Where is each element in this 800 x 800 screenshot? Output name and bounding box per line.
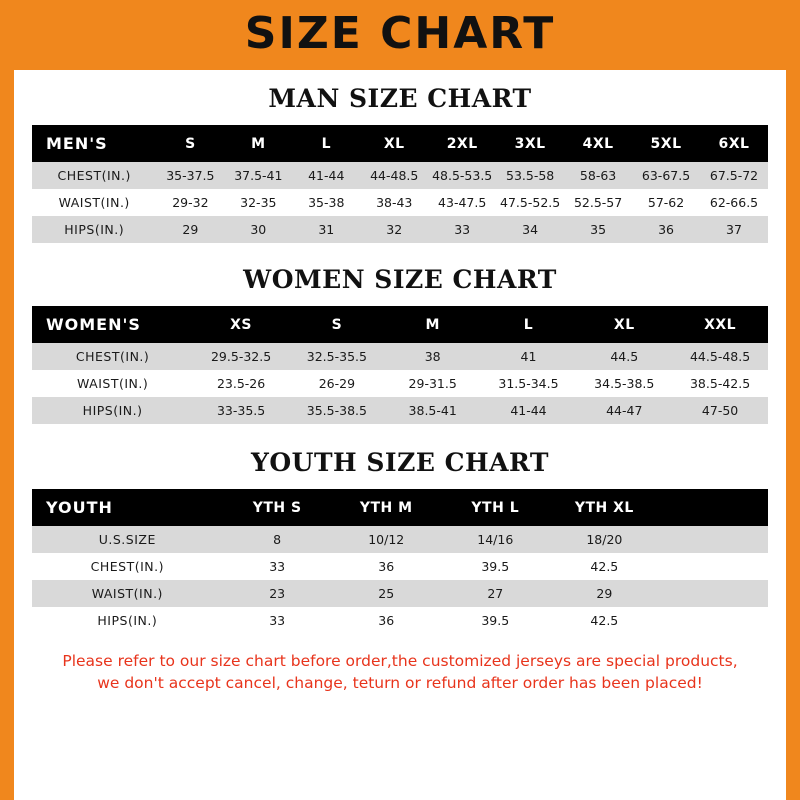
women-waist-xxl: 38.5-42.5 xyxy=(672,370,768,397)
youth-table-header xyxy=(32,489,768,526)
table-row xyxy=(32,526,768,553)
man-waist-4xl: 52.5-57 xyxy=(564,189,632,216)
youth-hips-l: 39.5 xyxy=(441,607,550,634)
man-waist-6xl: 62-66.5 xyxy=(700,189,768,216)
youth-col-header-xl: YTH XL xyxy=(550,489,659,526)
table-row xyxy=(32,189,768,216)
youth-col-header-empty xyxy=(659,489,768,526)
youth-chest-l: 39.5 xyxy=(441,553,550,580)
women-col-header-xs: XS xyxy=(193,306,289,343)
youth-col-header-m: YTH M xyxy=(332,489,441,526)
man-chest-xl: 44-48.5 xyxy=(360,162,428,189)
youth-waist-xl: 29 xyxy=(550,580,659,607)
man-chest-3xl: 53.5-58 xyxy=(496,162,564,189)
women-col-header-s: S xyxy=(289,306,385,343)
man-col-header-xl: XL xyxy=(360,125,428,162)
women-hips-m: 38.5-41 xyxy=(385,397,481,424)
man-chest-6xl: 67.5-72 xyxy=(700,162,768,189)
youth-row-label-hips: HIPS(IN.) xyxy=(32,607,223,634)
women-chest-s: 32.5-35.5 xyxy=(289,343,385,370)
youth-row-label-ussize: U.S.SIZE xyxy=(32,526,223,553)
youth-chest-m: 36 xyxy=(332,553,441,580)
footer-note-line2: we don't accept cancel, change, teturn or refund after order has been placed! xyxy=(97,674,703,693)
man-chest-4xl: 58-63 xyxy=(564,162,632,189)
man-row-label-waist: WAIST(IN.) xyxy=(32,189,156,216)
man-waist-s: 29-32 xyxy=(156,189,224,216)
women-table-header xyxy=(32,306,768,343)
man-col-header-m: M xyxy=(224,125,292,162)
man-col-header-4xl: 4XL xyxy=(564,125,632,162)
man-waist-xl: 38-43 xyxy=(360,189,428,216)
youth-hips-s: 33 xyxy=(223,607,332,634)
section-women xyxy=(14,265,786,424)
youth-ussize-l: 14/16 xyxy=(441,526,550,553)
youth-hips-m: 36 xyxy=(332,607,441,634)
man-hips-6xl: 37 xyxy=(700,216,768,243)
women-hips-xxl: 47-50 xyxy=(672,397,768,424)
man-hips-l: 31 xyxy=(292,216,360,243)
women-chest-xs: 29.5-32.5 xyxy=(193,343,289,370)
youth-col-header-l: YTH L xyxy=(441,489,550,526)
youth-ussize-empty xyxy=(659,526,768,553)
man-col-header-5xl: 5XL xyxy=(632,125,700,162)
youth-col-header-s: YTH S xyxy=(223,489,332,526)
youth-waist-s: 23 xyxy=(223,580,332,607)
man-hips-4xl: 35 xyxy=(564,216,632,243)
table-row xyxy=(32,397,768,424)
man-col-header-3xl: 3XL xyxy=(496,125,564,162)
man-chest-s: 35-37.5 xyxy=(156,162,224,189)
youth-size-table xyxy=(32,489,768,634)
table-row xyxy=(32,370,768,397)
women-row-label-chest: CHEST(IN.) xyxy=(32,343,193,370)
women-hips-l: 41-44 xyxy=(481,397,577,424)
women-waist-s: 26-29 xyxy=(289,370,385,397)
women-col-header-xl: XL xyxy=(576,306,672,343)
footer-note-line1: Please refer to our size chart before order,the customized jerseys are special products, xyxy=(62,652,738,670)
women-hips-xs: 33-35.5 xyxy=(193,397,289,424)
man-hips-2xl: 33 xyxy=(428,216,496,243)
youth-waist-empty xyxy=(659,580,768,607)
section-title-man: MAN SIZE CHART xyxy=(268,84,532,113)
man-chest-l: 41-44 xyxy=(292,162,360,189)
man-waist-5xl: 57-62 xyxy=(632,189,700,216)
table-row xyxy=(32,607,768,634)
man-col-header-6xl: 6XL xyxy=(700,125,768,162)
women-col-header-l: L xyxy=(481,306,577,343)
youth-ussize-xl: 18/20 xyxy=(550,526,659,553)
youth-ussize-m: 10/12 xyxy=(332,526,441,553)
women-waist-l: 31.5-34.5 xyxy=(481,370,577,397)
table-header-row xyxy=(32,125,768,162)
women-row-label-hips: HIPS(IN.) xyxy=(32,397,193,424)
women-col-header-m: M xyxy=(385,306,481,343)
table-header-row xyxy=(32,489,768,526)
man-table-header xyxy=(32,125,768,162)
women-chest-m: 38 xyxy=(385,343,481,370)
man-col-header-2xl: 2XL xyxy=(428,125,496,162)
women-waist-xs: 23.5-26 xyxy=(193,370,289,397)
footer-note xyxy=(28,650,772,695)
youth-row-label-chest: CHEST(IN.) xyxy=(32,553,223,580)
man-chest-2xl: 48.5-53.5 xyxy=(428,162,496,189)
man-row-label-hips: HIPS(IN.) xyxy=(32,216,156,243)
man-chest-5xl: 63-67.5 xyxy=(632,162,700,189)
women-row-label-waist: WAIST(IN.) xyxy=(32,370,193,397)
man-row-label-header: MEN'S xyxy=(32,125,156,162)
youth-chest-empty xyxy=(659,553,768,580)
youth-hips-xl: 42.5 xyxy=(550,607,659,634)
youth-chest-xl: 42.5 xyxy=(550,553,659,580)
man-chest-m: 37.5-41 xyxy=(224,162,292,189)
man-hips-m: 30 xyxy=(224,216,292,243)
women-waist-m: 29-31.5 xyxy=(385,370,481,397)
page-title: SIZE CHART xyxy=(244,7,556,59)
man-hips-xl: 32 xyxy=(360,216,428,243)
section-title-women: WOMEN SIZE CHART xyxy=(243,265,557,294)
man-size-table xyxy=(32,125,768,243)
man-hips-s: 29 xyxy=(156,216,224,243)
youth-row-label-header: YOUTH xyxy=(32,489,223,526)
women-chest-l: 41 xyxy=(481,343,577,370)
man-col-header-s: S xyxy=(156,125,224,162)
women-hips-xl: 44-47 xyxy=(576,397,672,424)
youth-ussize-s: 8 xyxy=(223,526,332,553)
table-row xyxy=(32,343,768,370)
youth-waist-l: 27 xyxy=(441,580,550,607)
women-size-table xyxy=(32,306,768,424)
man-row-label-chest: CHEST(IN.) xyxy=(32,162,156,189)
man-waist-2xl: 43-47.5 xyxy=(428,189,496,216)
table-row xyxy=(32,553,768,580)
table-header-row xyxy=(32,306,768,343)
women-col-header-xxl: XXL xyxy=(672,306,768,343)
youth-waist-m: 25 xyxy=(332,580,441,607)
youth-row-label-waist: WAIST(IN.) xyxy=(32,580,223,607)
women-row-label-header: WOMEN'S xyxy=(32,306,193,343)
table-row xyxy=(32,216,768,243)
section-title-youth: YOUTH SIZE CHART xyxy=(251,448,549,477)
women-hips-s: 35.5-38.5 xyxy=(289,397,385,424)
man-waist-3xl: 47.5-52.5 xyxy=(496,189,564,216)
women-table-body xyxy=(32,343,768,424)
youth-hips-empty xyxy=(659,607,768,634)
man-waist-l: 35-38 xyxy=(292,189,360,216)
women-chest-xl: 44.5 xyxy=(576,343,672,370)
youth-table-body xyxy=(32,526,768,634)
man-waist-m: 32-35 xyxy=(224,189,292,216)
man-col-header-l: L xyxy=(292,125,360,162)
section-man xyxy=(14,84,786,243)
women-chest-xxl: 44.5-48.5 xyxy=(672,343,768,370)
women-waist-xl: 34.5-38.5 xyxy=(576,370,672,397)
youth-chest-s: 33 xyxy=(223,553,332,580)
table-row xyxy=(32,162,768,189)
man-hips-3xl: 34 xyxy=(496,216,564,243)
table-row xyxy=(32,580,768,607)
header-band xyxy=(0,0,800,70)
man-hips-5xl: 36 xyxy=(632,216,700,243)
section-youth xyxy=(14,448,786,634)
man-table-body xyxy=(32,162,768,243)
